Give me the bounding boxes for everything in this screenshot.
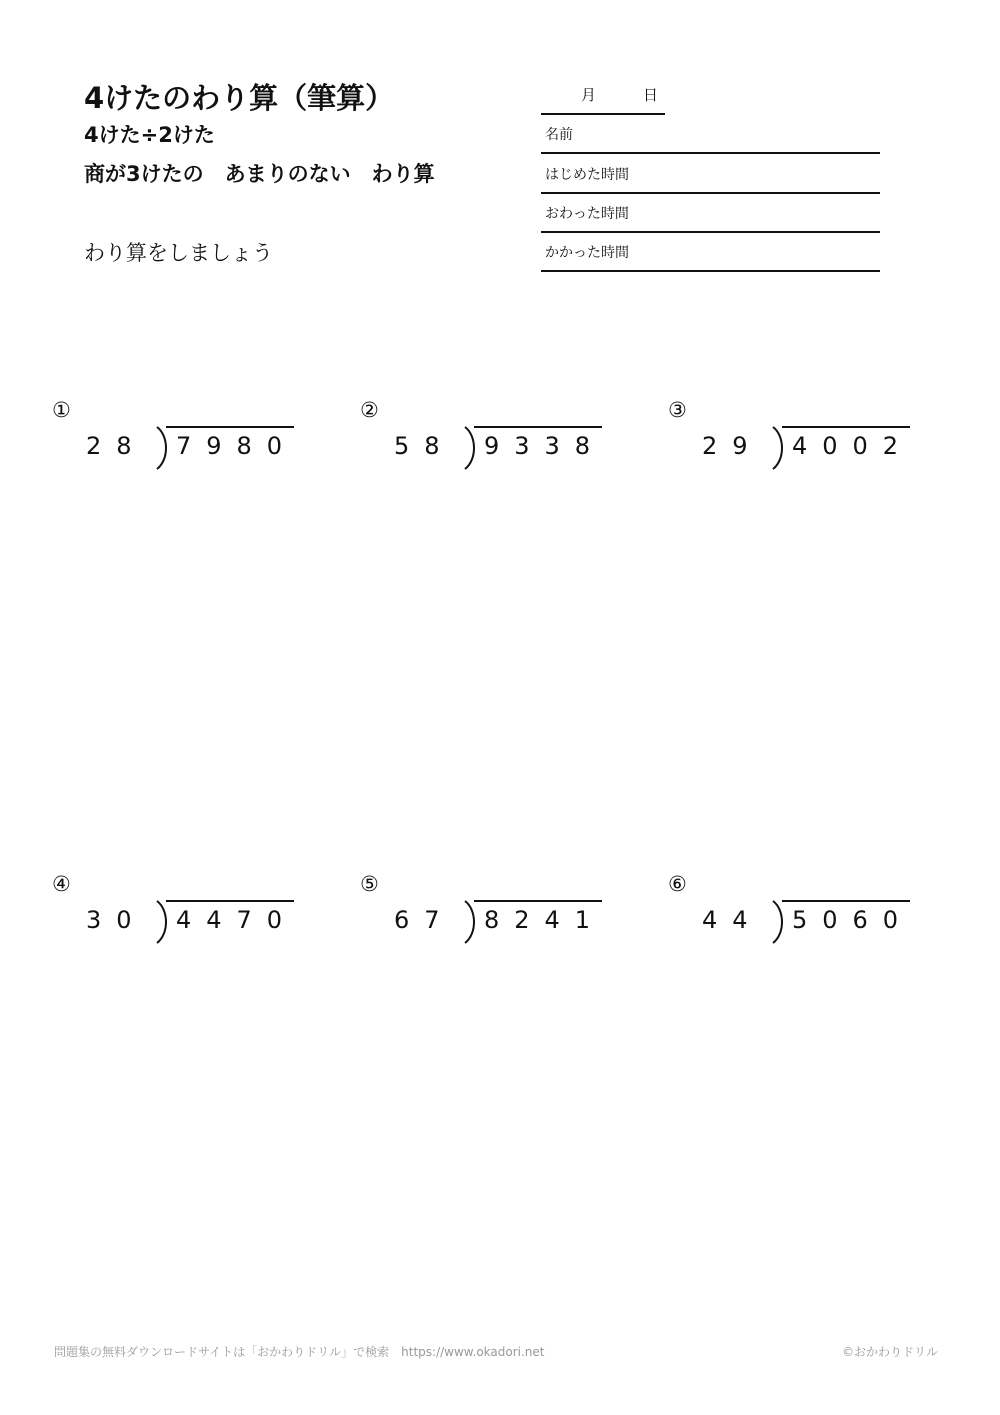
page-subtitle-condition: 商が3けたの あまりのない わり算 (84, 162, 435, 186)
problem-number: ① (52, 398, 71, 422)
division-bar (166, 900, 294, 902)
division-bracket-icon (154, 426, 172, 470)
duration-field[interactable] (541, 232, 880, 272)
divisor: 28 (86, 432, 147, 460)
name-field[interactable] (541, 114, 880, 154)
day-label: 日 (643, 86, 659, 104)
divisor: 44 (702, 906, 763, 934)
problem-2[interactable] (360, 398, 610, 478)
dividend: 7980 (176, 432, 298, 460)
division-bar (782, 426, 910, 428)
start-time-field[interactable] (541, 154, 880, 194)
divisor: 29 (702, 432, 763, 460)
division-bar (166, 426, 294, 428)
footer-site-note: 問題集の無料ダウンロードサイトは「おかわりドリル」で検索 https://www.okadori.net (54, 1345, 545, 1359)
divisor: 67 (394, 906, 455, 934)
divisor: 30 (86, 906, 147, 934)
month-label: 月 (581, 86, 597, 104)
end-time-label: おわった時間 (545, 206, 629, 222)
problem-1[interactable] (52, 398, 302, 478)
page-subtitle: 4けた÷2けた (84, 123, 215, 147)
end-time-field[interactable] (541, 193, 880, 233)
problem-4[interactable] (52, 872, 302, 952)
name-label: 名前 (545, 127, 573, 143)
division-bar (474, 426, 602, 428)
division-bar (782, 900, 910, 902)
division-bracket-icon (770, 426, 788, 470)
problem-number: ⑥ (668, 872, 687, 896)
instruction-text: わり算をしましょう (84, 241, 273, 265)
division-bracket-icon (770, 900, 788, 944)
dividend: 4002 (792, 432, 914, 460)
problem-6[interactable] (668, 872, 918, 952)
division-bracket-icon (462, 900, 480, 944)
problem-number: ⑤ (360, 872, 379, 896)
duration-label: かかった時間 (545, 245, 629, 261)
problem-5[interactable] (360, 872, 610, 952)
dividend: 4470 (176, 906, 298, 934)
footer-copyright: ©おかわりドリル (841, 1345, 938, 1359)
problem-number: ③ (668, 398, 687, 422)
problem-number: ④ (52, 872, 71, 896)
division-bracket-icon (462, 426, 480, 470)
division-bracket-icon (154, 900, 172, 944)
dividend: 5060 (792, 906, 914, 934)
division-bar (474, 900, 602, 902)
divisor: 58 (394, 432, 455, 460)
page-title: 4けたのわり算（筆算） (84, 81, 395, 115)
date-field[interactable] (541, 82, 665, 115)
dividend: 9338 (484, 432, 606, 460)
problem-number: ② (360, 398, 379, 422)
start-time-label: はじめた時間 (545, 167, 629, 183)
problem-3[interactable] (668, 398, 918, 478)
dividend: 8241 (484, 906, 606, 934)
